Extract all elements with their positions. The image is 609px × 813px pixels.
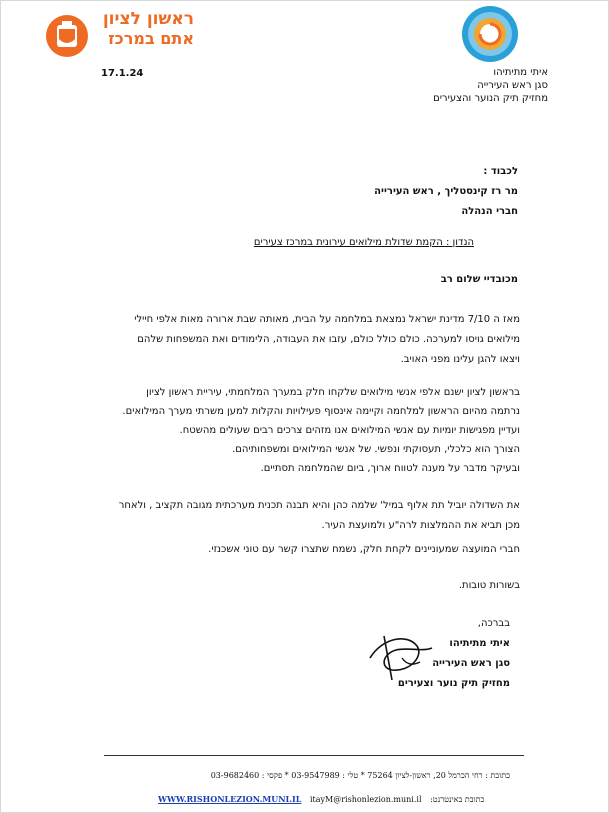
sender-role: מחזיק תיק הנוער והצעירים [433,93,548,104]
footer-contact-row [158,794,518,804]
website-link[interactable]: WWW.RISHONLEZION.MUNI.IL [158,794,302,804]
paragraph-3-line: מכן תביא את ההמלצות לרה"ע ולמועצת העיר. [321,520,520,531]
paragraph-1-line: מילואים גויסו למערכה. כולם כולל כולם, עזבו את העבודה, הלימודים ואת המשפחות שלהם [137,334,520,345]
logo-line-2: אתם במרכז [108,29,194,48]
footer-address: כתובת : רחי הכרמל 20, ראשון-לציון 75264 * טלי : 03-9547989 * פקסי : 03-9682460 [210,771,510,780]
subject-text: הנדון : הקמת שדולת מילואים עירונית במרכז צעירים [253,237,474,248]
paragraph-2-line: ובעיקר מדבר על מענה לטווח ארוך, ביום שהמלחמה תסתיים. [260,463,520,474]
email-label: כתובת באינטרנט: [430,795,485,804]
paragraph-4: חברי המועצה שמעוניינים לקחת חלק, נשמח שתצרו קשר עם טוני אשכנזי. [208,544,520,555]
recipient-board: חברי הנהלה [461,206,518,217]
paragraph-3-line: את השדולה יוביל תת אלוף במיל' שלמה כהן והיא תבנה תכנית מערכתית מגובה תקציב , ולאחר [118,500,520,511]
paragraph-1-line: מאז ה 7/10 מדינת ישראל נמצאת במלחמה על הבית, מאותה שבת ארורה מאות אלפי חיילי [134,314,520,325]
letter-date: 17.1.24 [101,68,144,79]
paragraph-2-line: נרתמה מהיום הראשון למלחמה וקיימה אינסוף פעילויות והקלות למען משרתי מערך המילואים. [122,406,520,417]
logo-line-1: ראשון לציון [102,9,194,29]
paragraph-2-line: בראשון לציון ישנם אלפי אנשי מילואים שלקחו חלק במערך המלחמתי, עיריית ראשון לציון [146,387,520,398]
sender-block [380,66,548,105]
paragraph-2 [70,383,520,478]
paragraph-1-line: ויצאו להגן עלינו מפני האויב. [400,354,520,365]
paragraph-1 [70,310,520,370]
sender-name: איתי מתיתיהו [493,67,548,78]
paragraph-2-line: הצורך הוא כלכלי, תעסוקתי ונפשי. של אנשי המילואים ומשפחותיהם. [232,444,520,455]
sender-title: סגן ראש העירייה [477,80,548,91]
paragraph-2-line: ועדיין מפגישות יומיות עם אנשי המילואים אנו מזהים צרכים רבים שעולים מהשטח. [179,425,520,436]
handwritten-signature-icon [362,628,437,683]
greeting: מכובדיי שלום רב [440,274,518,285]
email-link[interactable]: itayM@rishonlezion.muni.il [309,795,422,804]
recipients-label: לכבוד : [483,166,518,177]
signature-role: מחזיק תיק נוער וצעירים [397,678,510,689]
signature-name: איתי מתיתיהו [449,638,510,649]
city-logo-text [94,10,194,48]
recipients-block [300,162,518,222]
footer-divider [104,755,524,756]
subject-line [150,237,474,248]
city-emblem-icon [45,14,89,58]
spiral-logo-icon [461,5,519,63]
closing: בשורות טובות. [458,580,520,591]
paragraph-3 [70,496,520,536]
signature-title: סגן ראש העירייה [432,658,510,669]
recipient-mayor: מר רז קינסטליך , ראש העירייה [374,186,518,197]
signature-regards: בברכה, [477,618,510,629]
